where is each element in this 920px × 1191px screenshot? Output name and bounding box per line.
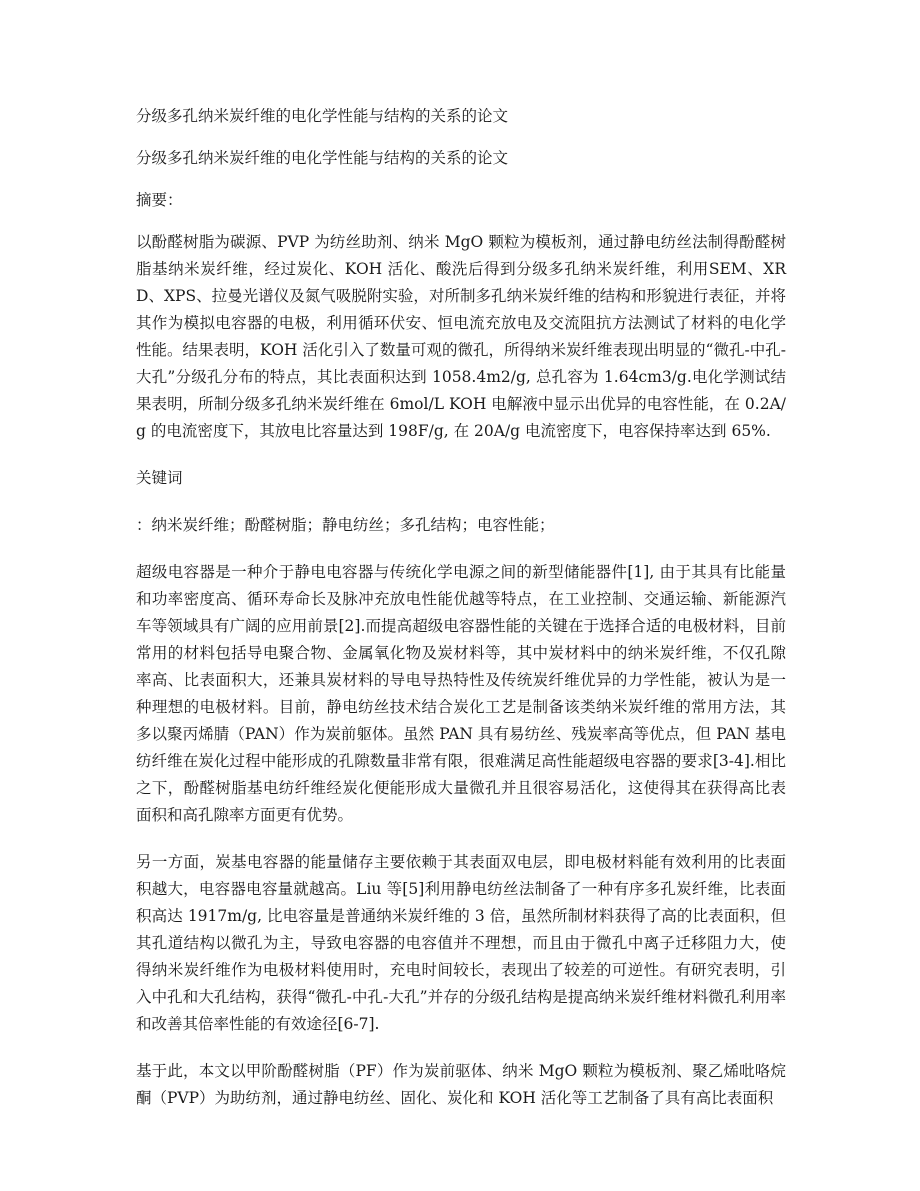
keywords-list: ：纳米炭纤维；酚醛树脂；静电纺丝；多孔结构；电容性能； [136, 516, 555, 534]
keywords-heading: 关键词 [136, 469, 183, 487]
body-paragraph-3: 基于此，本文以甲阶酚醛树脂（PF）作为炭前驱体、纳米 MgO 颗粒为模板剂、聚乙烯吡咯烷酮（PVP）为助纺剂，通过静电纺丝、固化、炭化和 KOH 活化等工艺制备了具有高比表面积 [136, 1062, 786, 1107]
abstract-heading: 摘要： [136, 191, 183, 209]
document-subtitle: 分级多孔纳米炭纤维的电化学性能与结构的关系的论文 [136, 149, 509, 167]
document-title: 分级多孔纳米炭纤维的电化学性能与结构的关系的论文 [136, 107, 509, 125]
body-paragraph-1: 超级电容器是一种介于静电电容器与传统化学电源之间的新型储能器件[1], 由于其具有比能量和功率密度高、循环寿命长及脉冲充放电性能优越等特点，在工业控制、交通运输、新能源汽车等领域具有广阔的应用前景[2].而提高超级电容器性能的关键在于选择合适的电极材料，目前常用的材料包括导电聚合物、金属氧化物及炭材料等，其中炭材料中的纳米炭纤维，不仅孔隙率高、比表面积大，还兼具炭材料的导电导热特性及传统炭纤维优异的力学性能，被认为是一种理想的电极材料。目前，静电纺丝技术结合炭化工艺是制备该类纳米炭纤维的常用方法，其多以聚丙烯腈（PAN）作为炭前躯体。虽然 PAN 具有易纺丝、残炭率高等优点，但 PAN 基电纺纤维在炭化过程中能形成的孔隙数量非常有限，很难满足高性能超级电容器的要求[3-4].相比之下，酚醛树脂基电纺纤维经炭化便能形成大量微孔并且很容易活化，这使得其在获得高比表面积和高孔隙率方面更有优势。 [136, 563, 786, 824]
document-page [136, 103, 786, 1132]
body-paragraph-2: 另一方面，炭基电容器的能量储存主要依赖于其表面双电层，即电极材料能有效利用的比表面积越大，电容器电容量就越高。Liu 等[5]利用静电纺丝法制备了一种有序多孔炭纤维，比表面积高达 1917m/g, 比电容量是普通纳米炭纤维的 3 倍，虽然所制材料获得了高的比表面积，但其孔道结构以微孔为主，导致电容器的电容值并不理想，而且由于微孔中离子迁移阻力大，使得纳米炭纤维作为电极材料使用时，充电时间较长，表现出了较差的可逆性。有研究表明，引入中孔和大孔结构，获得“微孔-中孔-大孔”并存的分级孔结构是提高纳米炭纤维材料微孔利用率和改善其倍率性能的有效途径[6-7]. [136, 853, 786, 1033]
abstract-paragraph: 以酚醛树脂为碳源、PVP 为纺丝助剂、纳米 MgO 颗粒为模板剂，通过静电纺丝法制得酚醛树脂基纳米炭纤维，经过炭化、KOH 活化、酸洗后得到分级多孔纳米炭纤维，利用SEM、XRD、XPS、拉曼光谱仪及氮气吸脱附实验，对所制多孔纳米炭纤维的结构和形貌进行表征，并将其作为模拟电容器的电极，利用循环伏安、恒电流充放电及交流阻抗方法测试了材料的电化学性能。结果表明，KOH 活化引入了数量可观的微孔，所得纳米炭纤维表现出明显的“微孔-中孔-大孔”分级孔分布的特点，其比表面积达到 1058.4m2/g, 总孔容为 1.64cm3/g.电化学测试结果表明，所制分级多孔纳米炭纤维在 6mol/L KOH 电解液中显示出优异的电容性能，在 0.2A/g 的电流密度下，其放电比容量达到 198F/g, 在 20A/g 电流密度下，电容保持率达到 65%. [136, 233, 786, 440]
